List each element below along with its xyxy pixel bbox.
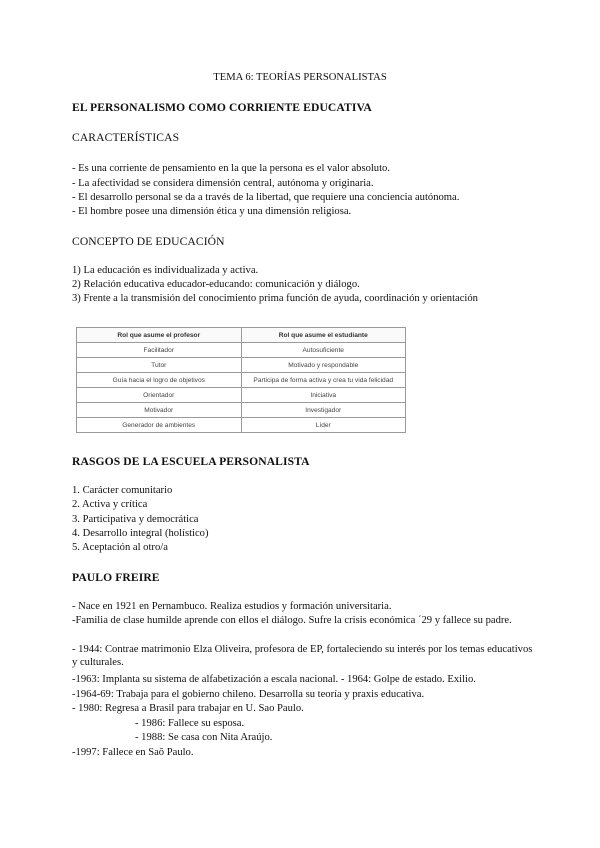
table-row: [77, 373, 406, 388]
table-header-cell: Rol que asume el profesor: [77, 328, 242, 343]
table-header-cell: Rol que asume el estudiante: [241, 328, 406, 343]
bio-line: - Nace en 1921 en Pernambuco. Realiza estudios y formación universitaria.: [72, 601, 392, 612]
bio-line: - 1986: Fallece su esposa.: [135, 718, 245, 729]
list-item: - El desarrollo personal se da a través de la libertad, que requiere una conciencia autónoma.: [72, 192, 460, 203]
list-item: - El hombre posee una dimensión ética y una dimensión religiosa.: [72, 206, 352, 217]
heading-paulo-freire: PAULO FREIRE: [72, 571, 160, 584]
bio-line: -1997: Fallece en Saõ Paulo.: [72, 747, 194, 758]
table-cell: Orientador: [77, 388, 242, 403]
table-cell: Investigador: [241, 403, 406, 418]
page-title: TEMA 6: TEORÍAS PERSONALISTAS: [213, 72, 387, 83]
list-item: 5. Aceptación al otro/a: [72, 542, 168, 553]
table-cell: Motivador: [77, 403, 242, 418]
bio-line: - 1944: Contrae matrimonio Elza Oliveira, profesora de EP, fortaleciendo su interés por los temas educativos y culturales.: [72, 644, 533, 668]
table-cell: Iniciativa: [241, 388, 406, 403]
list-item: 4. Desarrollo integral (holístico): [72, 528, 209, 539]
list-item: 1. Carácter comunitario: [72, 485, 173, 496]
table-row: [77, 418, 406, 433]
table-cell: Facilitador: [77, 343, 242, 358]
list-item: 3) Frente a la transmisión del conocimiento prima función de ayuda, coordinación y orientación: [72, 293, 478, 304]
list-item: - Es una corriente de pensamiento en la que la persona es el valor absoluto.: [72, 163, 390, 174]
table-header-row: [77, 328, 406, 343]
heading-rasgos: RASGOS DE LA ESCUELA PERSONALISTA: [72, 455, 310, 468]
list-item: 1) La educación es individualizada y activa.: [72, 265, 259, 276]
list-item: - La afectividad se considera dimensión central, autónoma y originaria.: [72, 178, 374, 189]
list-item: 2) Relación educativa educador-educando: comunicación y diálogo.: [72, 279, 360, 290]
table-cell: Guía hacia el logro de objetivos: [77, 373, 242, 388]
heading-concepto-educacion: CONCEPTO DE EDUCACIÓN: [72, 235, 225, 248]
subheading-caracteristicas: CARACTERÍSTICAS: [72, 131, 180, 144]
table-row: [77, 343, 406, 358]
list-item: 2. Activa y crítica: [72, 499, 148, 510]
roles-table: [76, 327, 406, 433]
table-row: [77, 388, 406, 403]
table-cell: Participa de forma activa y crea tu vida felicidad: [241, 373, 406, 388]
table-cell: Líder: [241, 418, 406, 433]
bio-line: -Familia de clase humilde aprende con ellos el diálogo. Sufre la crisis económica ´29 y fallece su padre.: [72, 615, 512, 626]
table-row: [77, 358, 406, 373]
bio-line: -1963: Implanta su sistema de alfabetización a escala nacional. - 1964: Golpe de estado. Exilio.: [72, 674, 476, 685]
table-row: [77, 403, 406, 418]
table-cell: Motivado y respondable: [241, 358, 406, 373]
list-item: 3. Participativa y democrática: [72, 514, 199, 525]
bio-line: - 1988: Se casa con Nita Araújo.: [135, 732, 273, 743]
bio-line: -1964-69: Trabaja para el gobierno chileno. Desarrolla su teoría y praxis educativa.: [72, 689, 425, 700]
table-cell: Tutor: [77, 358, 242, 373]
table-cell: Autosuficiente: [241, 343, 406, 358]
heading-personalismo: EL PERSONALISMO COMO CORRIENTE EDUCATIVA: [72, 101, 372, 114]
bio-line: - 1980: Regresa a Brasil para trabajar en U. Sao Paulo.: [72, 703, 304, 714]
table-cell: Generador de ambientes: [77, 418, 242, 433]
